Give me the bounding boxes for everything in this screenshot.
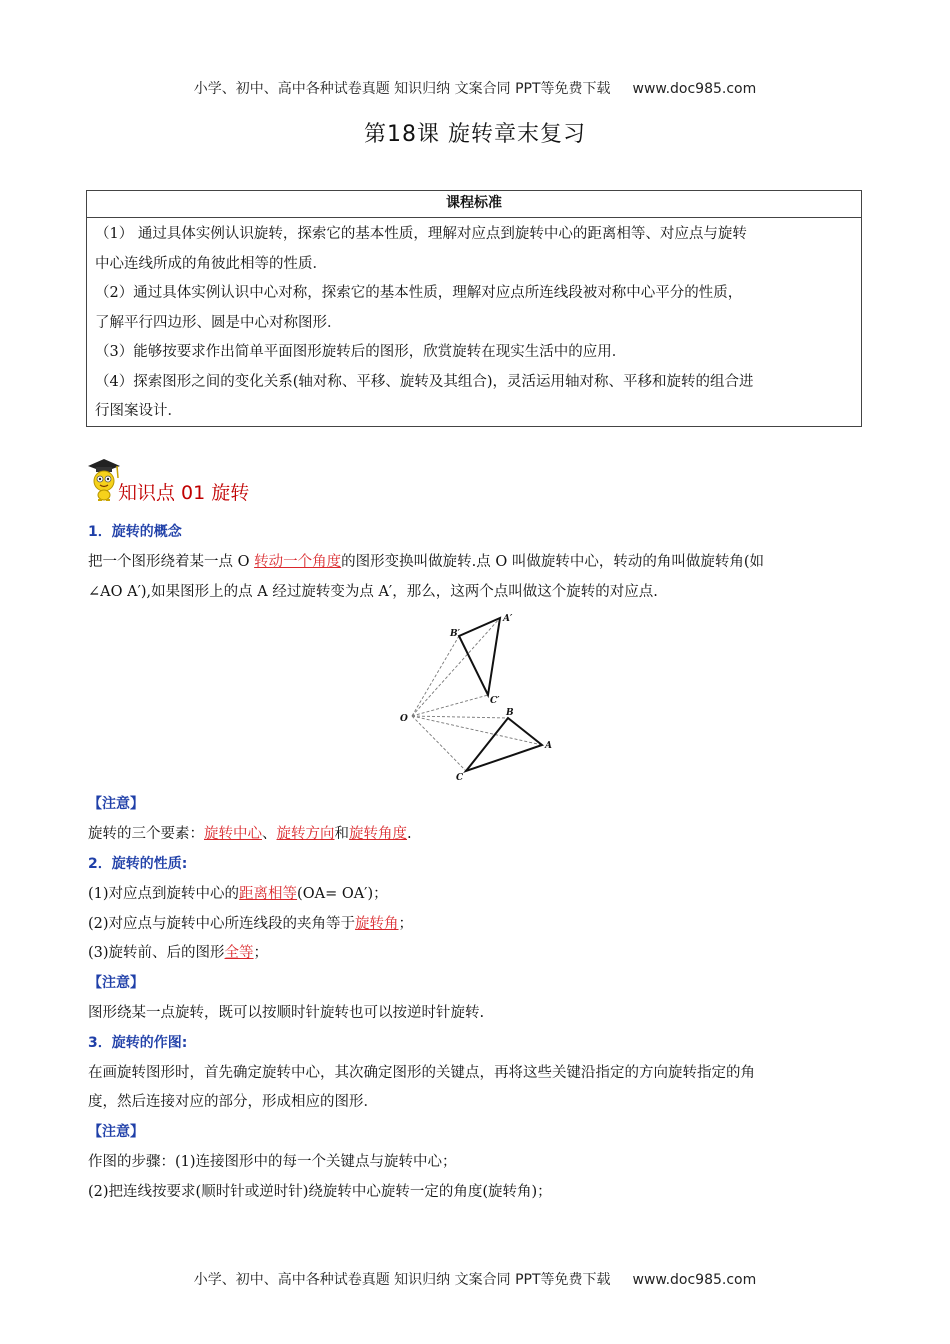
- text: 和: [334, 826, 349, 843]
- section-heading: 3．旋转的作图:: [88, 1034, 188, 1051]
- highlight-term: 旋转方向: [276, 826, 335, 843]
- label-C: C: [456, 773, 464, 783]
- label-A: A: [545, 741, 552, 751]
- text: (1)对应点到旋转中心的: [88, 885, 240, 902]
- note-label: 【注意】: [88, 975, 144, 992]
- standards-body: [87, 218, 861, 427]
- paragraph-line: [88, 820, 864, 850]
- paragraph-line: (2)把连线按要求(顺时针或逆时针)绕旋转中心旋转一定的角度(旋转角)；: [88, 1183, 552, 1200]
- text: .: [407, 826, 412, 843]
- triangle-original: [466, 718, 542, 771]
- label-O: O: [400, 714, 408, 724]
- highlight-term: 转动一个角度: [254, 553, 342, 570]
- property-item: [88, 910, 864, 940]
- page-header: [0, 78, 950, 98]
- standards-line: （1） 通过具体实例认识旋转，探索它的基本性质，理解对应点到旋转中心的距离相等、对应点与旋转: [95, 226, 747, 242]
- standards-line: （3）能够按要求作出简单平面图形旋转后的图形，欣赏旋转在现实生活中的应用．: [95, 344, 627, 360]
- dashed-lines: [412, 618, 542, 771]
- footer-text: 小学、初中、高中各种试卷真题 知识归纳 文案合同 PPT等免费下载: [193, 1272, 611, 1288]
- curriculum-standards-box: [86, 190, 862, 427]
- note-label: 【注意】: [88, 1124, 144, 1141]
- paragraph-line: 在画旋转图形时，首先确定旋转中心，其次确定图形的关键点，再将这些关键沿指定的方向旋转指定的角: [88, 1064, 755, 1081]
- note-label: 【注意】: [88, 796, 144, 813]
- triangle-image: [459, 618, 500, 695]
- paragraph-line: 作图的步骤：(1)连接图形中的每一个关键点与旋转中心；: [88, 1153, 457, 1170]
- label-C-prime: C′: [490, 696, 500, 706]
- paragraph-line: 图形绕某一点旋转，既可以按顺时针旋转也可以按逆时针旋转.: [88, 1004, 485, 1021]
- knowledge-point-title: 知识点 01 旋转: [118, 482, 250, 504]
- property-item: [88, 939, 864, 969]
- section-heading: 1．旋转的概念: [88, 524, 182, 540]
- highlight-term: 旋转角: [355, 915, 399, 932]
- rotation-diagram: [392, 606, 562, 786]
- highlight-term: 距离相等: [239, 885, 298, 902]
- standards-line: 了解平行四边形、圆是中心对称图形．: [95, 314, 342, 331]
- paragraph-line: ∠AO A′),如果图形上的点 A 经过旋转变为点 A′，那么，这两个点叫做这个旋转的对应点.: [88, 583, 658, 600]
- page-footer: [0, 1269, 950, 1289]
- highlight-term: 全等: [224, 945, 254, 962]
- header-text: 小学、初中、高中各种试卷真题 知识归纳 文案合同 PPT等免费下载: [193, 81, 611, 97]
- label-B-prime: B′: [450, 629, 460, 639]
- paragraph-line: 度，然后连接对应的部分，形成相应的图形．: [88, 1094, 378, 1111]
- footer-site-link[interactable]: www.doc985.com: [632, 1272, 757, 1288]
- text: 把一个图形绕着某一点 O: [88, 553, 255, 570]
- section-heading: 2．旋转的性质:: [88, 855, 188, 872]
- text: ；: [253, 945, 269, 962]
- text: (OA= OA′)；: [297, 885, 388, 902]
- text: 旋转的三个要素：: [88, 826, 204, 843]
- text: 的图形变换叫做旋转.点 O 叫做旋转中心，转动的角叫做旋转角(如: [341, 553, 764, 570]
- standards-line: 行图案设计．: [95, 403, 182, 419]
- label-A-prime: A′: [503, 614, 513, 624]
- standards-line: 中心连线所成的角彼此相等的性质．: [95, 255, 327, 272]
- text: 、: [262, 826, 277, 843]
- text: ；: [398, 915, 414, 932]
- standards-heading: 课程标准: [87, 191, 861, 218]
- highlight-term: 旋转中心: [204, 826, 262, 843]
- standards-line: （2）通过具体实例认识中心对称，探索它的基本性质，理解对应点所连线段被对称中心平分的性质，: [95, 285, 743, 301]
- page-title: 第18课 旋转章末复习: [364, 122, 586, 147]
- property-item: [88, 880, 864, 910]
- label-B: B: [506, 708, 514, 718]
- header-site-link[interactable]: www.doc985.com: [632, 81, 757, 97]
- text: (3)旋转前、后的图形: [88, 945, 225, 962]
- text: (2)对应点与旋转中心所连线段的夹角等于: [88, 915, 356, 932]
- highlight-term: 旋转角度: [349, 826, 407, 843]
- standards-line: （4）探索图形之间的变化关系(轴对称、平移、旋转及其组合)，灵活运用轴对称、平移和旋转的组合进: [95, 373, 754, 390]
- paragraph-line: [88, 548, 864, 578]
